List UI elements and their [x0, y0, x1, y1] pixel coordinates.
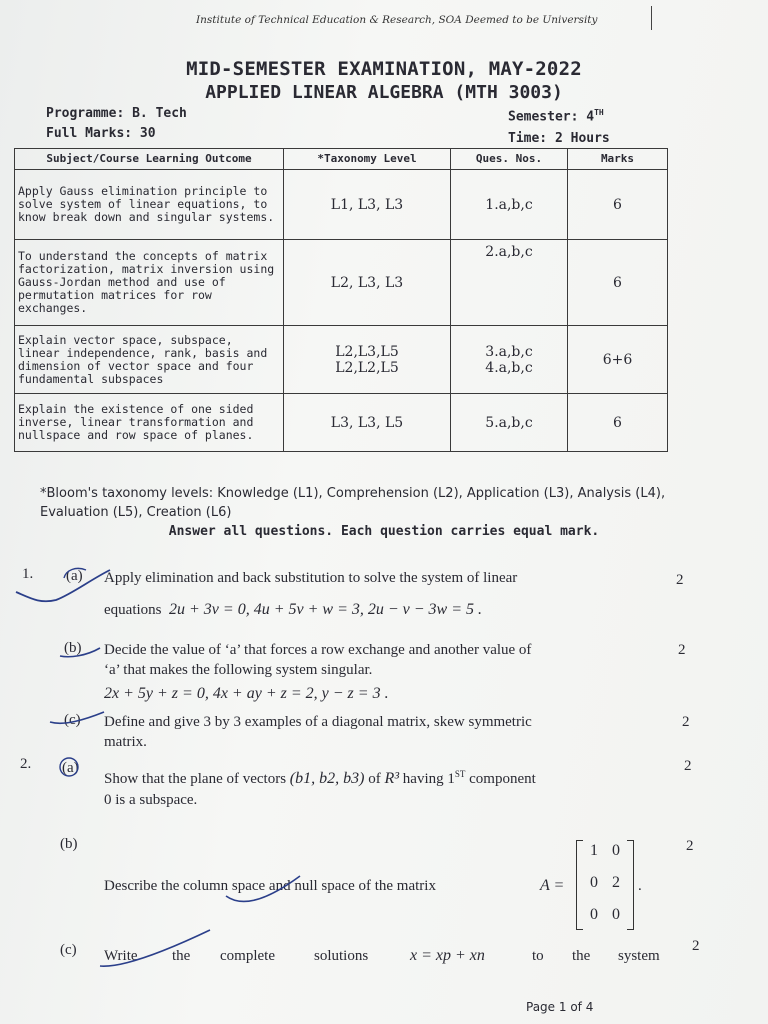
circle-2a — [60, 758, 78, 776]
question-1a-line2: equations 2u + 3v = 0, 4u + 5v + w = 3, 2u − v − 3w = 5 . — [104, 601, 483, 618]
question-1a-equations: 2u + 3v = 0, 4u + 5v + w = 3, 2u − v − 3w = 5 . — [169, 601, 483, 618]
course-title: APPLIED LINEAR ALGEBRA (MTH 3003) — [205, 82, 563, 103]
question-1c-line2: matrix. — [104, 734, 147, 750]
exam-instruction: Answer all questions. Each question carries equal mark. — [168, 524, 600, 539]
question-1a-marks: 2 — [676, 572, 684, 588]
strike-1b — [60, 648, 100, 657]
outcome-cell: Apply Gauss elimination principle to solve system of linear equations, to know break down and singular systems. — [15, 170, 284, 240]
exam-time: Time: 2 Hours — [508, 131, 610, 146]
question-2a-marks: 2 — [684, 758, 692, 774]
matrix-cell: 2 — [612, 874, 620, 891]
question-1-number: 1. — [22, 566, 34, 582]
question-2b-marks: 2 — [686, 838, 694, 854]
taxonomy-cell: L3, L3, L5 — [284, 394, 451, 452]
matrix-cell: 0 — [590, 906, 598, 923]
questions-cell: 1.a,b,c — [451, 170, 568, 240]
question-1a-label: (a) — [66, 568, 83, 584]
marks-cell: 6 — [568, 394, 668, 452]
question-2c-label: (c) — [60, 942, 77, 958]
question-2c-word: to — [532, 948, 544, 964]
question-2a-label: (a) — [62, 760, 79, 776]
col-taxonomy: *Taxonomy Level — [284, 149, 451, 170]
col-outcome: Subject/Course Learning Outcome — [15, 149, 284, 170]
question-1a-line1: Apply elimination and back substitution to solve the system of linear — [104, 570, 518, 586]
outcome-cell: Explain vector space, subspace, linear independence, rank, basis and dimension of vector space and four fundamental subspaces — [15, 326, 284, 394]
col-questions: Ques. Nos. — [451, 149, 568, 170]
underline-2b — [226, 876, 300, 901]
marks-cell: 6+6 — [568, 326, 668, 394]
institute-name: Institute of Technical Education & Research, SOA Deemed to be University — [196, 14, 598, 26]
marks-cell: 6 — [568, 240, 668, 326]
question-2b-text: Describe the column space and null space of the matrix — [104, 878, 436, 894]
question-2c-word: complete — [220, 948, 275, 964]
taxonomy-cell: L1, L3, L3 — [284, 170, 451, 240]
question-2c-word: the — [572, 948, 591, 964]
full-marks: Full Marks: 30 — [46, 126, 156, 141]
taxonomy-cell: L2, L3, L3 — [284, 240, 451, 326]
question-1b-line1: Decide the value of ‘a’ that forces a row exchange and another value of — [104, 642, 532, 658]
question-2-number: 2. — [20, 756, 32, 772]
question-2b-label: (b) — [60, 836, 78, 852]
matrix-cell: 0 — [590, 874, 598, 891]
question-1b-marks: 2 — [678, 642, 686, 658]
matrix-cell: 0 — [612, 842, 620, 859]
question-1c-marks: 2 — [682, 714, 690, 730]
matrix-cell: 1 — [590, 842, 598, 859]
question-2a-line1: Show that the plane of vectors (b1, b2, b3) of R³ having 1ST component — [104, 769, 536, 787]
col-marks: Marks — [568, 149, 668, 170]
question-1b-label: (b) — [64, 640, 82, 656]
marks-cell: 6 — [568, 170, 668, 240]
question-2c-word: Write — [104, 948, 138, 964]
question-2b-lhs: A = — [540, 877, 565, 894]
taxonomy-cell: L2,L3,L5 L2,L2,L5 — [284, 326, 451, 394]
question-1c-line1: Define and give 3 by 3 examples of a diagonal matrix, skew symmetric — [104, 714, 532, 730]
question-2c-word: the — [172, 948, 191, 964]
matrix-cell: 0 — [612, 906, 620, 923]
question-2c-word: system — [618, 948, 660, 964]
outcome-cell: To understand the concepts of matrix factorization, matrix inversion using Gauss-Jordan method and use of permutation matrices for row exchanges. — [15, 240, 284, 326]
question-1c-label: (c) — [64, 712, 81, 728]
question-2b-period: . — [638, 878, 642, 894]
question-1b-equations: 2x + 5y + z = 0, 4x + ay + z = 2, y − z = 3 . — [104, 685, 389, 702]
question-2c-marks: 2 — [692, 938, 700, 954]
questions-cell: 5.a,b,c — [451, 394, 568, 452]
semester: Semester: 4TH — [508, 108, 604, 125]
underline-2c — [100, 930, 210, 966]
taxonomy-note: *Bloom's taxonomy levels: Knowledge (L1), Comprehension (L2), Application (L3), Analysis (L4), Evaluation (L5), Creation (L6) — [40, 486, 666, 520]
pen-stroke — [64, 568, 86, 578]
page-number: Page 1 of 4 — [526, 1000, 594, 1014]
question-1b-line2: ‘a’ that makes the following system singular. — [104, 662, 373, 678]
exam-title: MID-SEMESTER EXAMINATION, MAY-2022 — [186, 58, 582, 80]
question-2c-formula: x = xp + xn — [410, 947, 485, 964]
questions-cell: 2.a,b,c — [451, 240, 568, 326]
checkmark-1a — [16, 570, 110, 601]
outcome-cell: Explain the existence of one sided inverse, linear transformation and nullspace and row space of planes. — [15, 394, 284, 452]
programme: Programme: B. Tech — [46, 106, 187, 121]
questions-cell: 3.a,b,c 4.a,b,c — [451, 326, 568, 394]
strike-1c — [50, 712, 104, 723]
question-2c-word: solutions — [314, 948, 369, 964]
question-2a-line2: 0 is a subspace. — [104, 792, 198, 808]
